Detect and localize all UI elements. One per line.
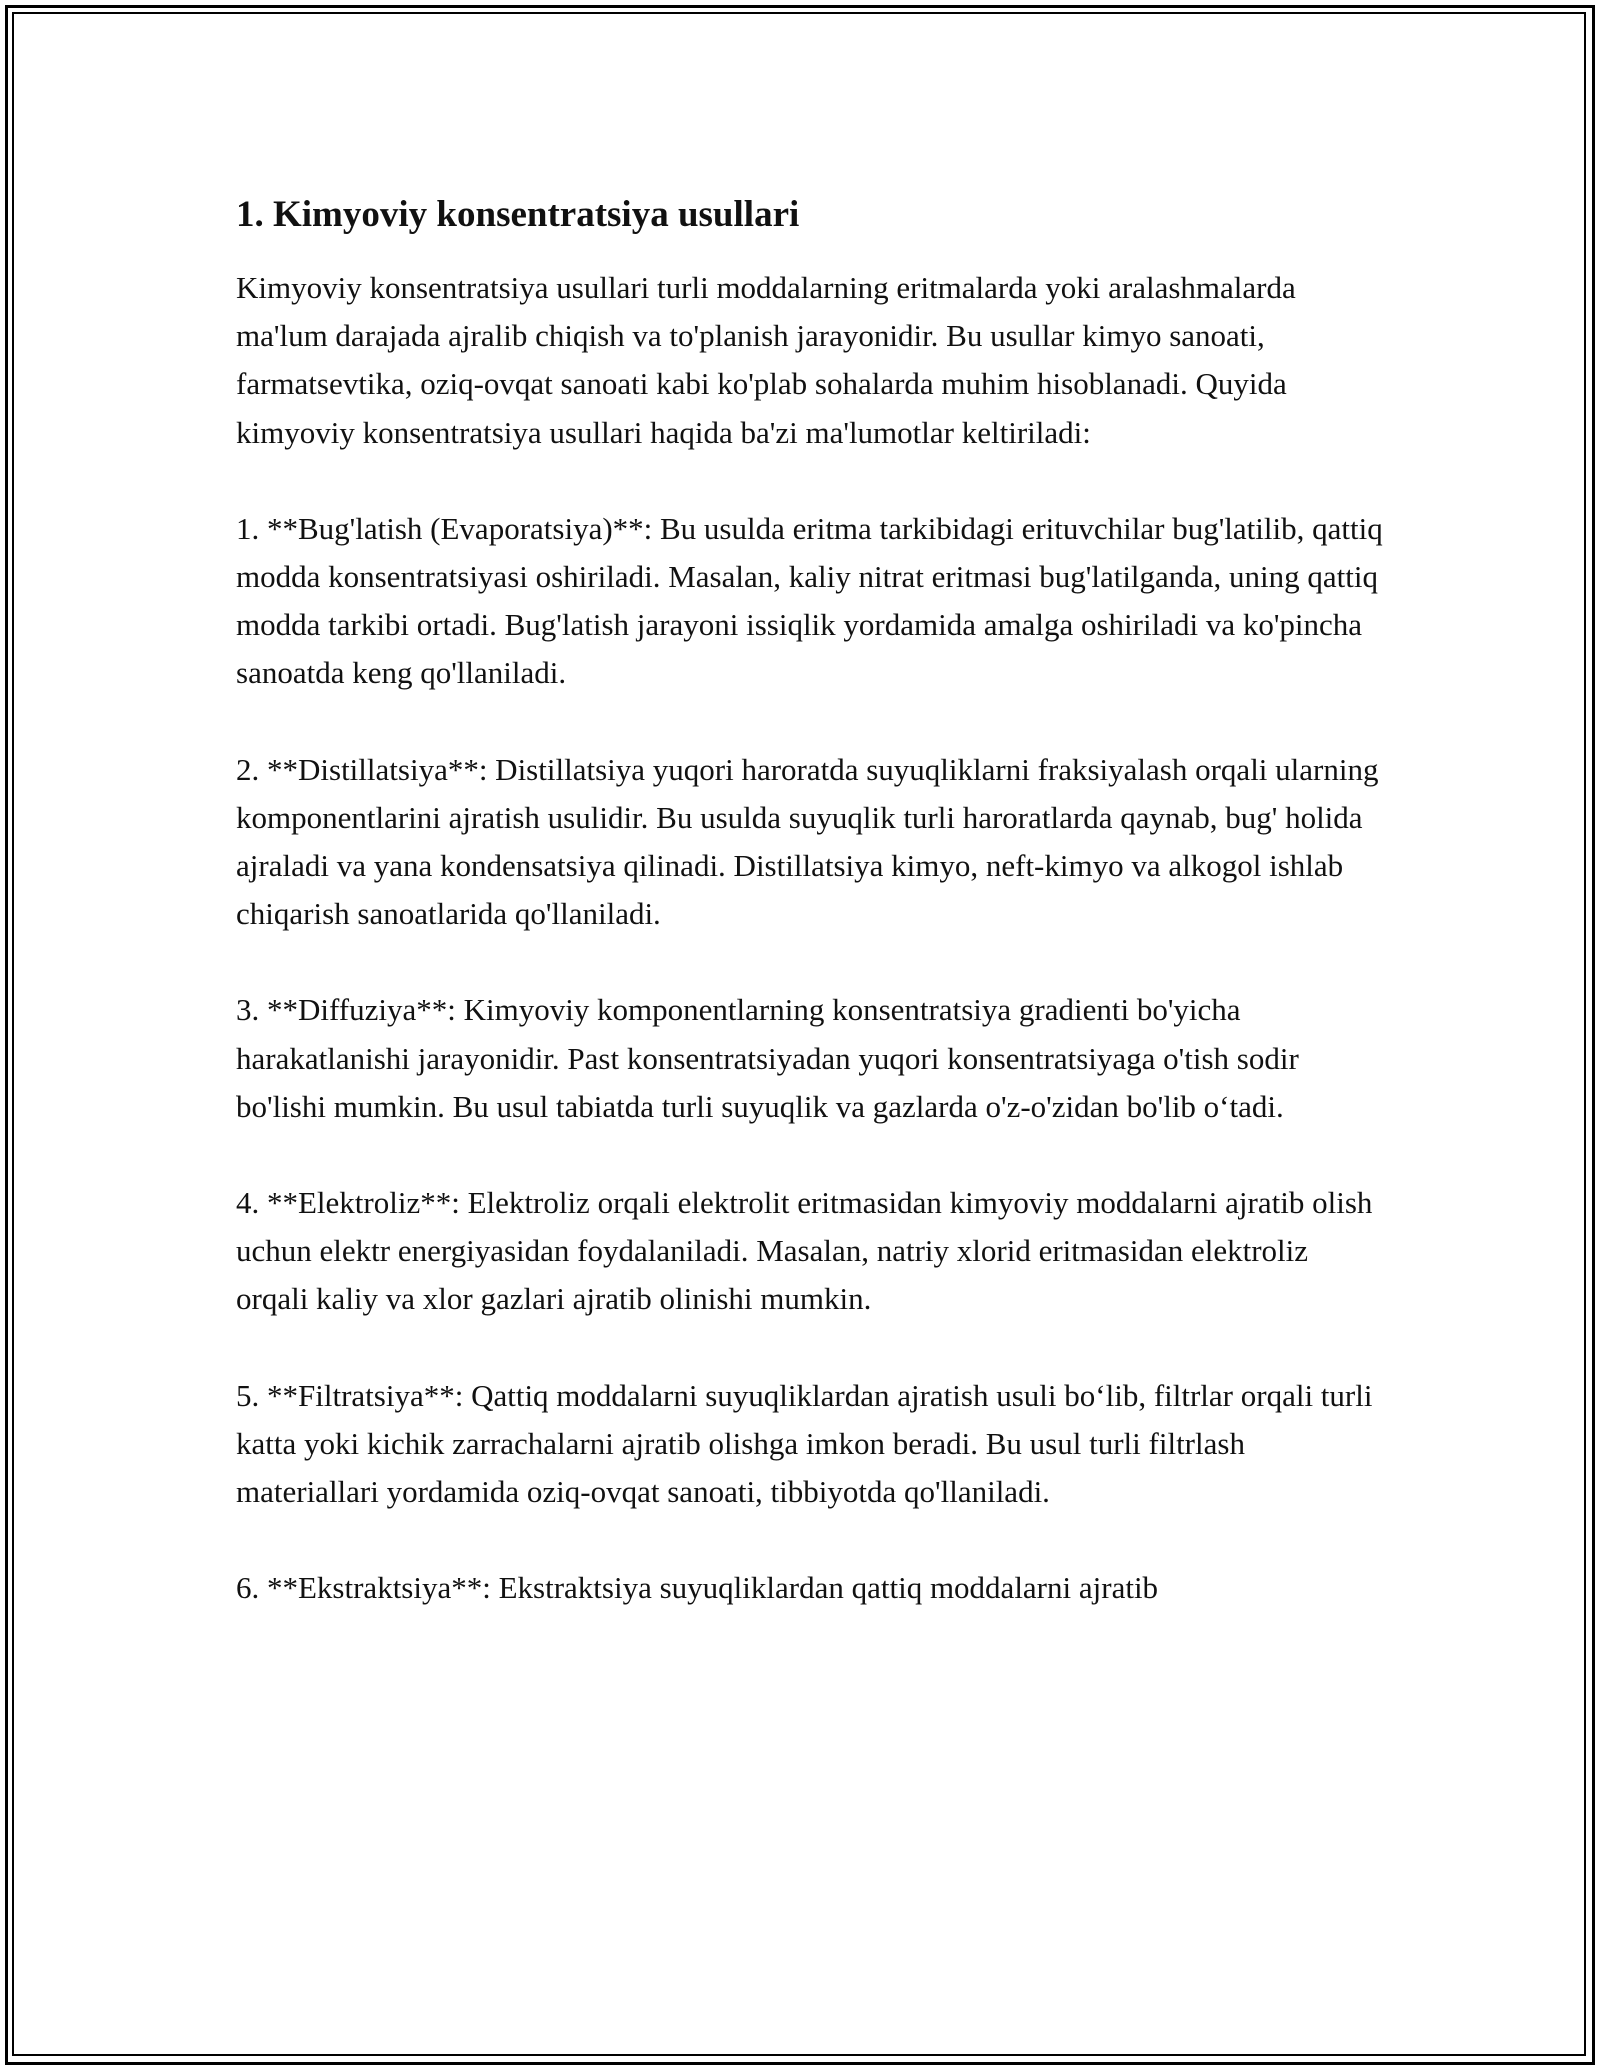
document-body	[236, 188, 1386, 1612]
list-item-electrolysis: 4. **Elektroliz**: Elektroliz orqali elektrolit eritmasidan kimyoviy moddalarni ajratib olish uchun elektr energiyasidan foydalaniladi. Masalan, natriy xlorid eritmasidan elektroliz orqali kaliy va xlor gazlari ajratib olinishi mumkin.	[236, 1185, 1373, 1317]
document-title: 1. Kimyoviy konsentratsiya usullari	[236, 194, 800, 235]
list-item-extraction: 6. **Ekstraktsiya**: Ekstraktsiya suyuqliklardan qattiq moddalarni ajratib	[236, 1570, 1159, 1606]
list-item-evaporation: 1. **Bug'latish (Evaporatsiya)**: Bu usulda eritma tarkibidagi erituvchilar bug'latilib, qattiq modda konsentratsiyasi oshiriladi. Masalan, kaliy nitrat eritmasi bug'latilganda, uning qattiq modda tarkibi ortadi. Bug'latish jarayoni issiqlik yordamida amalga oshiriladi va ko'pincha sanoatda keng qo'llaniladi.	[236, 510, 1383, 691]
list-item-distillation: 2. **Distillatsiya**: Distillatsiya yuqori haroratda suyuqliklarni fraksiyalash orqali ularning komponentlarini ajratish usulidir. Bu usulda suyuqlik turli haroratlarda qaynab, bug' holida ajraladi va yana kondensatsiya qilinadi. Distillatsiya kimyo, neft-kimyo va alkogol ishlab chiqarish sanoatlarida qo'llaniladi.	[236, 751, 1379, 932]
intro-paragraph: Kimyoviy konsentratsiya usullari turli moddalarning eritmalarda yoki aralashmalarda ma'lum darajada ajralib chiqish va to'planish jarayonidir. Bu usullar kimyo sanoati, farmatsevtika, oziq-ovqat sanoati kabi ko'plab sohalarda muhim hisoblanadi. Quyida kimyoviy konsentratsiya usullari haqida ba'zi ma'lumotlar keltiriladi:	[236, 270, 1296, 450]
list-item-filtration: 5. **Filtratsiya**: Qattiq moddalarni suyuqliklardan ajratish usuli bo‘lib, filtrlar orqali turli katta yoki kichik zarrachalarni ajratib olishga imkon beradi. Bu usul turli filtrlash materiallari yordamida oziq-ovqat sanoati, tibbiyotda qo'llaniladi.	[236, 1377, 1373, 1510]
list-item-diffusion: 3. **Diffuziya**: Kimyoviy komponentlarning konsentratsiya gradienti bo'yicha harakatlanishi jarayonidir. Past konsentratsiyadan yuqori konsentratsiyaga o'tish sodir bo'lishi mumkin. Bu usul tabiatda turli suyuqlik va gazlarda o'z-o'zidan bo'lib o‘tadi.	[236, 992, 1299, 1124]
